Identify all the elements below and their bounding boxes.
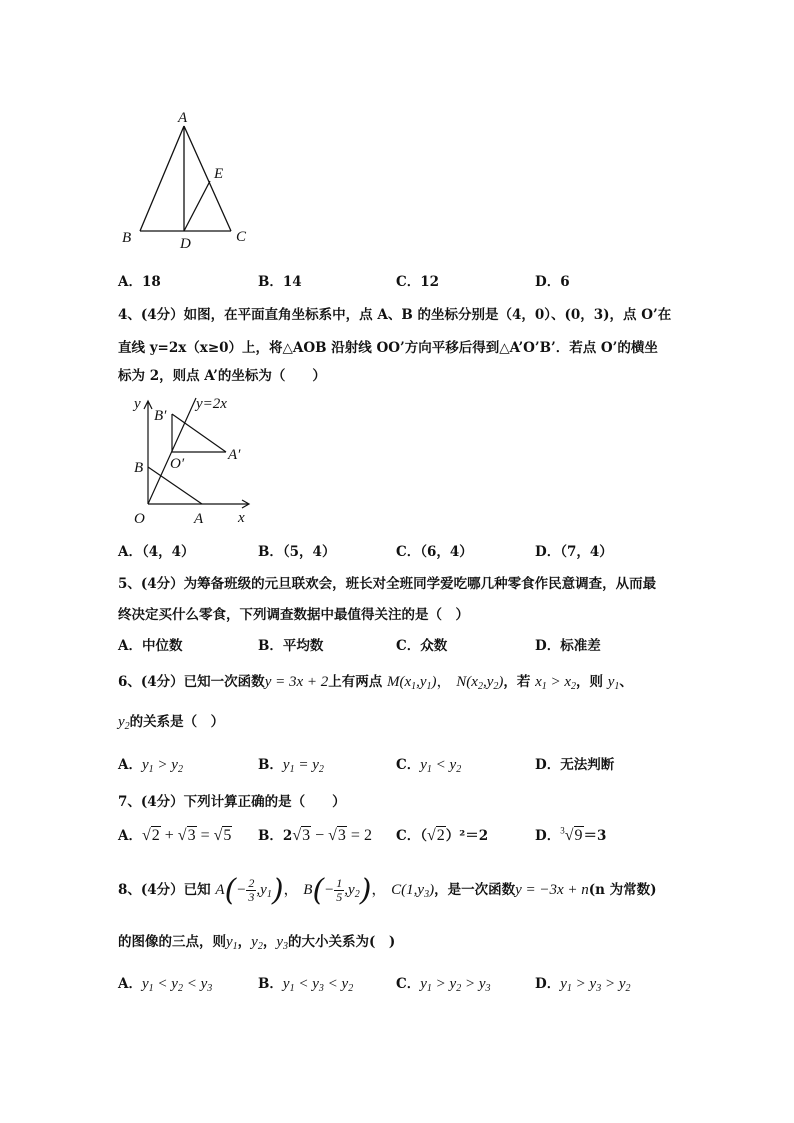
label-o: O xyxy=(134,511,145,527)
q3-option-a: A．18 xyxy=(118,274,161,290)
label-e: E xyxy=(214,166,224,182)
q6-option-c: C．$y_1 < y_2$ xyxy=(396,757,462,775)
label-b: B xyxy=(122,230,132,246)
q6-text-2: 上有两点 xyxy=(328,674,383,690)
point-a: A(− $\frac{2}{3}$ $,y_1$) xyxy=(215,873,284,908)
q6-option-d: D．无法判断 xyxy=(535,757,615,773)
q6-text-1: 6、(4分）已知一次函数 xyxy=(118,674,265,690)
q8-option-c: C．$y_1 > y_2 > y_3$ xyxy=(396,976,491,994)
point-m: $M(x_1,y_1)$ xyxy=(386,674,437,692)
point-n: $N(x_2,y_2)$ xyxy=(456,674,504,692)
q5-option-b: B．平均数 xyxy=(258,638,324,654)
label-b-prime: B′ xyxy=(154,408,167,424)
axis-y-label: y xyxy=(134,396,141,412)
q6-line-2 xyxy=(118,710,224,732)
q7-option-a: A．√2 + √3 = √5 xyxy=(118,827,232,844)
q3-option-c: C．12 xyxy=(396,274,440,290)
line-equation-label: y=2x xyxy=(196,396,227,412)
q4-line-2: 直线 y=2x（x≥0）上，将△AOB 沿射线 OO’方向平移后得到△A’O’B’．若点 O’的横坐 xyxy=(118,340,658,356)
q6-condition: $x_1 > x_2$ xyxy=(535,674,577,692)
q8-line-2: 的图像的三点，则$y_1$，$y_2$，$y_3$的大小关系为( ) xyxy=(118,934,396,952)
q6-text-3: ，若 xyxy=(503,674,531,690)
q6-text-5: 的关系是（ ） xyxy=(129,714,225,730)
label-d: D xyxy=(180,236,191,252)
label-a: A xyxy=(178,110,188,126)
triangle-figure xyxy=(118,108,263,253)
q5-line-1: 5、(4分）为筹备班级的元旦联欢会，班长对全班同学爱吃哪几种零食作民意调查，从而最 xyxy=(118,576,657,592)
q8-line-1: 8、(4分）已知 A(− $\frac{2}{3}$ $,y_1$)， B(− $\frac{1}{5}$ $,y_2$)， $C(1,y_3)$，是一次函数y = −3x + n(n 为常数) xyxy=(118,873,657,908)
q7-option-d: D．$^3$√9＝3 xyxy=(535,825,607,844)
q5-option-a: A．中位数 xyxy=(118,638,183,654)
label-a-prime: A′ xyxy=(228,447,241,463)
label-c: C xyxy=(236,229,247,245)
q4-option-d: D．（7，4） xyxy=(535,544,613,560)
q7-option-c: C．（√2）²＝2 xyxy=(396,827,489,844)
q4-option-b: B．（5，4） xyxy=(258,544,336,560)
q7-line: 7、(4分）下列计算正确的是（ ） xyxy=(118,794,346,810)
point-c: $C(1,y_3)$ xyxy=(391,882,435,900)
q3-option-d: D．6 xyxy=(535,274,570,290)
q4-line-3: 标为 2，则点 A’的坐标为（ ） xyxy=(118,368,326,384)
q7-option-b: B．2√3 − √3 = 2 xyxy=(258,827,372,844)
coordinate-figure xyxy=(118,392,258,532)
label-a: A xyxy=(194,511,204,527)
q6-text-4: ，则 xyxy=(576,674,604,690)
axis-x-label: x xyxy=(238,510,245,526)
label-o-prime: O′ xyxy=(170,456,185,472)
q6-line-1: 6、(4分）已知一次函数y = 3x + 2上有两点 $M(x_1,y_1)$， $N(x_2,y_2)$，若 $x_1 > x_2$，则 $y_1$、 xyxy=(118,674,633,692)
q8-option-a: A．$y_1 < y_2 < y_3$ xyxy=(118,976,213,994)
label-b: B xyxy=(134,460,144,476)
point-b: B(− $\frac{1}{5}$ $,y_2$) xyxy=(303,873,372,908)
q5-option-d: D．标准差 xyxy=(535,638,601,654)
q4-option-c: C．（6，4） xyxy=(396,544,473,560)
q6-y2: $y_2$ xyxy=(118,714,130,732)
q5-option-c: C．众数 xyxy=(396,638,448,654)
q6-equation: y = 3x + 2 xyxy=(264,674,329,690)
q6-y1: $y_1$ xyxy=(607,674,620,692)
q3-option-b: B．14 xyxy=(258,274,302,290)
q4-option-a: A．（4，4） xyxy=(118,544,195,560)
q6-option-a: A．$y_1 > y_2$ xyxy=(118,757,183,775)
q6-option-b: B．$y_1 = y_2$ xyxy=(258,757,324,775)
q8-option-b: B．$y_1 < y_3 < y_2$ xyxy=(258,976,354,994)
q4-line-1: 4、(4分）如图，在平面直角坐标系中，点 A、B 的坐标分别是（4，0）、(0，3)，点 O’在 xyxy=(118,307,672,323)
q5-line-2: 终决定买什么零食，下列调查数据中最值得关注的是（ ） xyxy=(118,607,469,623)
q8-option-d: D．$y_1 > y_3 > y_2$ xyxy=(535,976,631,994)
